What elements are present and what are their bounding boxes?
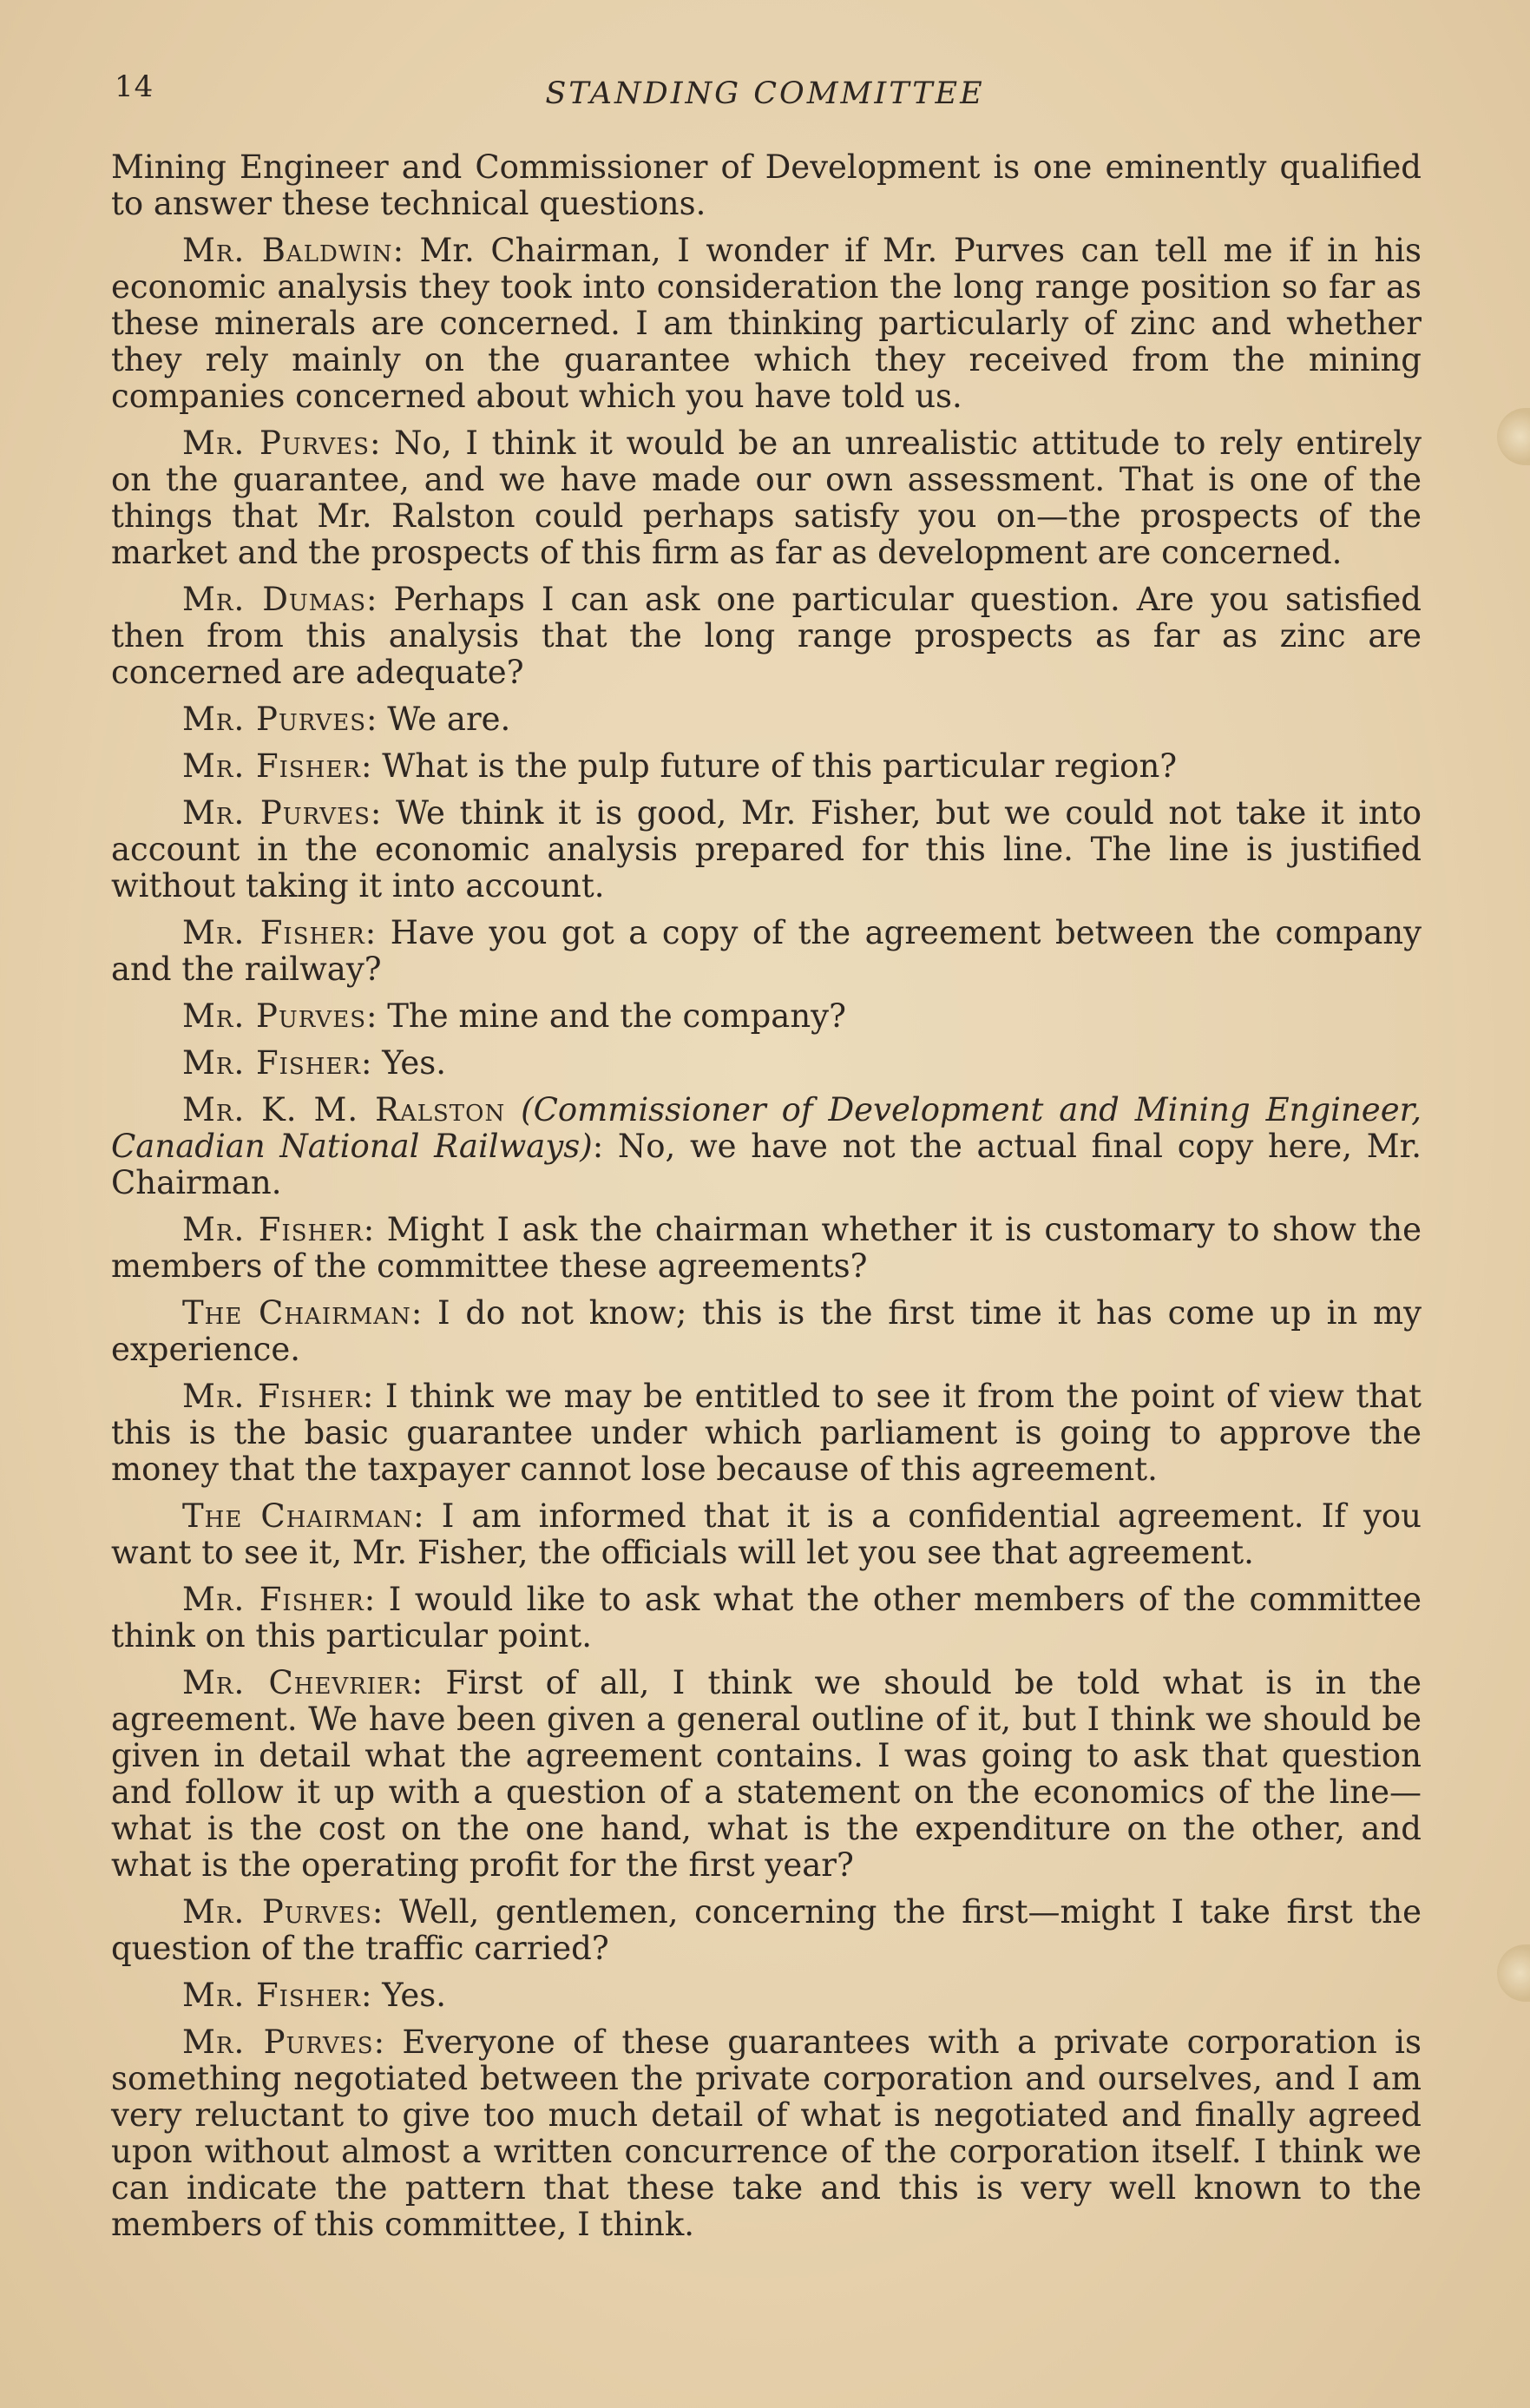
- transcript-paragraph: [111, 582, 1422, 691]
- transcript-paragraph: [111, 998, 1422, 1035]
- transcript-paragraph: [111, 1212, 1422, 1285]
- speaker-name: Mr. Purves: [182, 997, 367, 1035]
- transcript-paragraph: [111, 1498, 1422, 1571]
- paragraph-text: : I would like to ask what the other members of the committee think on this particular point.: [111, 1581, 1422, 1655]
- transcript-paragraph: [111, 795, 1422, 905]
- binding-hole-mark: [1497, 1944, 1530, 2002]
- speaker-name: Mr. Fisher: [182, 1211, 364, 1248]
- transcript-paragraph: [111, 1582, 1422, 1655]
- speaker-name: The Chairman: [182, 1294, 411, 1332]
- paragraph-text: : We think it is good, Mr. Fisher, but we could not take it into account in the economic analysis prepared for this line. The line is justified without taking it into account.: [111, 794, 1422, 905]
- speaker-name: Mr. Fisher: [182, 1977, 361, 2014]
- paragraph-text: : I am informed that it is a confidential agreement. If you want to see it, Mr. Fisher, the officials will let you see that agreement.: [111, 1497, 1422, 1571]
- paragraph-text: : No, we have not the actual final copy here, Mr. Chairman.: [111, 1128, 1422, 1201]
- transcript-paragraph: [111, 2024, 1422, 2243]
- paragraph-text: : I do not know; this is the first time it has come up in my experience.: [111, 1294, 1422, 1368]
- paragraph-text: : We are.: [366, 701, 511, 738]
- paragraph-text: : Yes.: [360, 1977, 447, 2014]
- transcript-paragraph: [111, 425, 1422, 571]
- speaker-name: Mr. Purves: [182, 794, 371, 832]
- paragraph-text: : First of all, I think we should be told what is in the agreement. We have been given a general outline of it, but I think we should be given in detail what the agreement contains. I was going to ask that question and follow it up with a question of a statement on the economics of the line—what is the cost on the one hand, what is the expenditure on the other, and what is the operating profit for the first year?: [111, 1664, 1422, 1884]
- binding-hole-mark: [1497, 408, 1530, 465]
- paragraph-text: : Everyone of these guarantees with a private corporation is something negotiated between the private corporation and ourselves, and I am very reluctant to give too much detail of what is negotiated and finally agreed upon without almost a written concurrence of the corporation itself. I think we can indicate the pattern that these take and this is very well known to the members of this committee, I think.: [111, 2023, 1422, 2243]
- speaker-name: Mr. Purves: [182, 701, 367, 738]
- paragraph-text: : I think we may be entitled to see it from the point of view that this is the basic guarantee under which parliament is going to approve the money that the taxpayer cannot lose because of this agreement.: [111, 1378, 1422, 1488]
- paragraph-text: : Might I ask the chairman whether it is customary to show the members of the committee these agreements?: [111, 1211, 1422, 1285]
- paragraph-text: : No, I think it would be an unrealistic attitude to rely entirely on the guarantee, and we have made our own assessment. That is one of the things that Mr. Ralston could perhaps satisfy you on—the prospects of the market and the prospects of this firm as far as development are concerned.: [111, 424, 1422, 571]
- speaker-name: Mr. K. M. Ralston: [182, 1091, 506, 1128]
- transcript-paragraph: [111, 1977, 1422, 2014]
- page-number: 14: [115, 69, 154, 104]
- speaker-name: Mr. Purves: [182, 2023, 374, 2061]
- transcript-paragraph: [111, 233, 1422, 415]
- paragraph-text: : Yes.: [360, 1044, 447, 1082]
- paragraph-text: : Well, gentlemen, concerning the first—might I take first the question of the traffic carried?: [111, 1893, 1422, 1967]
- speaker-name: The Chairman: [182, 1497, 414, 1535]
- speaker-name: Mr. Fisher: [182, 1378, 363, 1415]
- speaker-name: Mr. Fisher: [182, 1581, 364, 1618]
- transcript-paragraph: [111, 1894, 1422, 1967]
- speaker-name: Mr. Chevrier: [182, 1664, 412, 1701]
- transcript-paragraph: [111, 915, 1422, 988]
- speaker-name: Mr. Baldwin: [182, 232, 393, 269]
- running-head: STANDING COMMITTEE: [545, 76, 985, 111]
- transcript-paragraph: [111, 1045, 1422, 1082]
- speaker-name: Mr. Purves: [182, 1893, 372, 1931]
- speaker-name: Mr. Dumas: [182, 581, 366, 618]
- transcript-paragraph: [111, 1665, 1422, 1884]
- transcript-paragraph: [111, 1378, 1422, 1488]
- transcript-paragraph: [111, 1092, 1422, 1201]
- paragraph-text: : Perhaps I can ask one particular question. Are you satisfied then from this analysis that the long range prospects as far as zinc are concerned are adequate?: [111, 581, 1422, 691]
- speaker-name: Mr. Purves: [182, 424, 370, 462]
- speaker-name: Mr. Fisher: [182, 914, 365, 951]
- paragraph-text: : The mine and the company?: [366, 997, 846, 1035]
- speaker-name: Mr. Fisher: [182, 747, 361, 785]
- transcript-paragraph: [111, 1295, 1422, 1368]
- speaker-name: Mr. Fisher: [182, 1044, 361, 1082]
- paragraph-text: : Mr. Chairman, I wonder if Mr. Purves can tell me if in his economic analysis they took into consideration the long range position so far as these minerals are concerned. I am thinking particularly of zinc and whether they rely mainly on the guarantee which they received from the mining companies concerned about which you have told us.: [111, 232, 1422, 415]
- paragraph-text: Mining Engineer and Commissioner of Development is one eminently qualified to answer these technical questions.: [111, 148, 1422, 222]
- transcript-body: [111, 149, 1422, 2253]
- paragraph-text: : Have you got a copy of the agreement between the company and the railway?: [111, 914, 1422, 988]
- transcript-paragraph: [111, 149, 1422, 222]
- transcript-paragraph: [111, 701, 1422, 738]
- speaker-affiliation: (Commissioner of Development and Mining Engineer, Canadian National Railways): [111, 1091, 1422, 1165]
- paragraph-text: : What is the pulp future of this particular region?: [360, 747, 1178, 785]
- transcript-paragraph: [111, 748, 1422, 785]
